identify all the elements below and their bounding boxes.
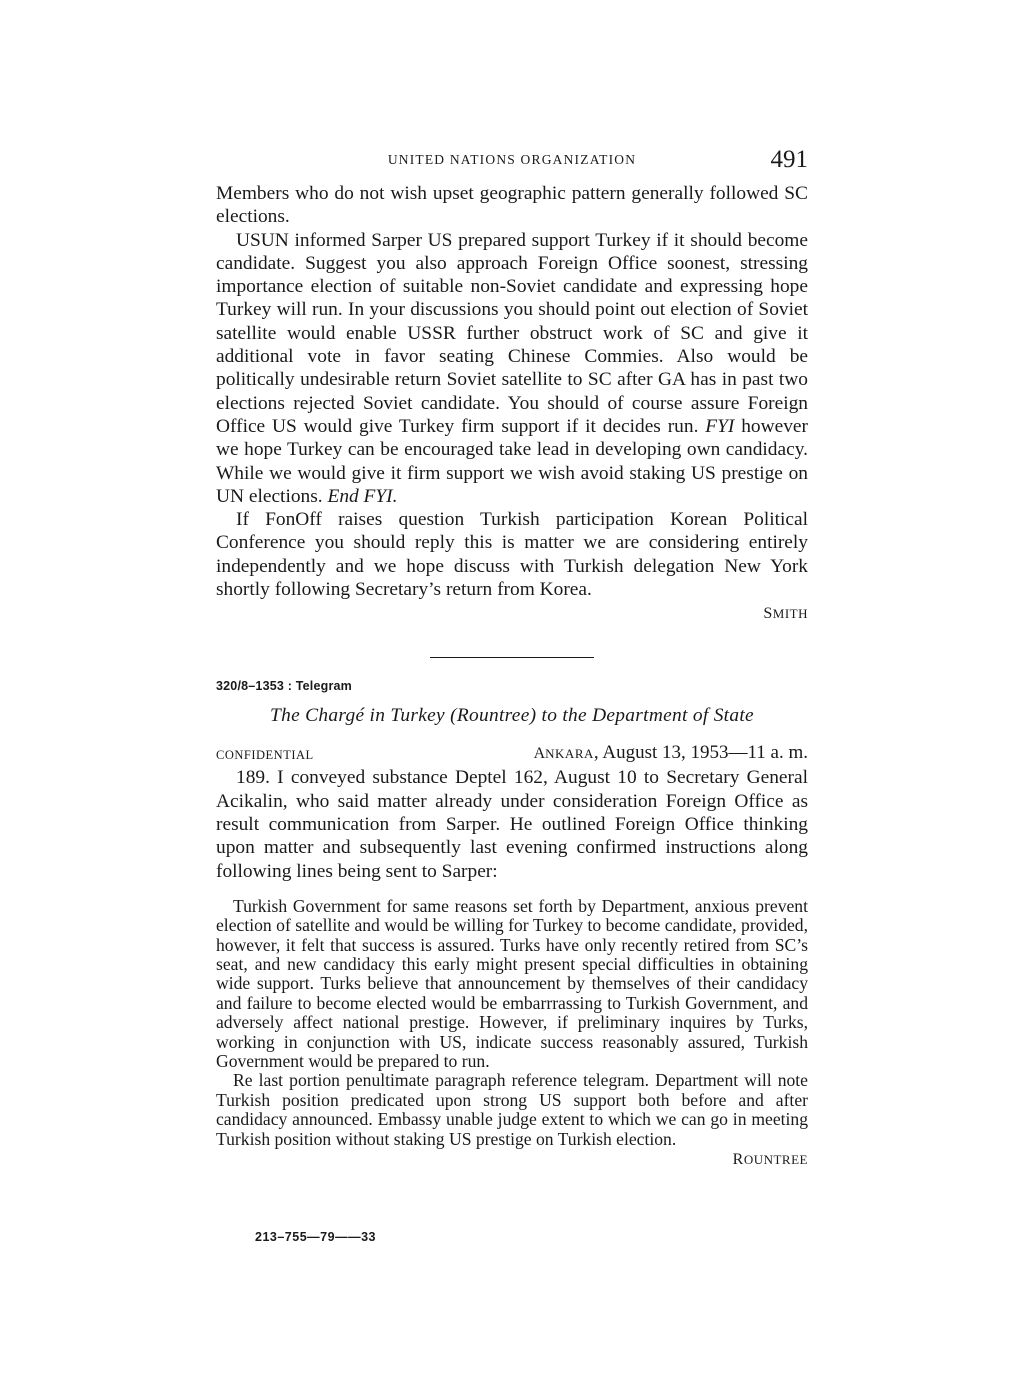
document-title: The Chargé in Turkey (Rountree) to the Department of State xyxy=(270,705,754,727)
paragraph-text: USUN informed Sarper US prepared support Turkey if it should become candidate. Suggest you also approach Foreign Office soonest, stressing importance election of suitable non-Soviet candidate and expressing hope Turkey will run. In your discussions you should point out election of Soviet satellite would enable USSR further obstruct work of SC and give it additional vote in favor seating Chinese Commies. Also would be politically undesirable return Soviet satellite to SC after GA has in past two elections rejected Soviet candidate. You should of course assure Foreign Office US would give Turkey firm support if it decides run. xyxy=(216,229,808,437)
running-title: UNITED NATIONS ORGANIZATION xyxy=(387,152,637,167)
classification-label: CONFIDENTIAL xyxy=(216,748,314,763)
paragraph-korean-conference: If FonOff raises question Turkish participation Korean Political Conference you should reply this is matter we are considering entirely independently and we hope discuss with Turkish delegation New York shortly following Secretary’s return from Korea. xyxy=(216,509,808,601)
page-number: 491 xyxy=(770,146,808,173)
paragraph-text: however we hope Turkey can be encouraged take lead in developing own candidacy. While we would give it firm support we wish avoid staking US prestige on UN elections. xyxy=(216,415,808,507)
signature-smith: SMITH xyxy=(763,605,808,623)
paragraph-usun-instructions xyxy=(216,229,808,509)
running-head xyxy=(216,146,808,182)
file-reference: 320/8–1353 : Telegram xyxy=(216,679,352,694)
paragraph-intro: 189. I conveyed substance Deptel 162, August 10 to Secretary General Acikalin, who said matter already under consideration Foreign Office as result communication from Sarper. He outlined Foreign Office thinking upon matter and subsequently last evening confirmed instructions along following lines being sent to Sarper: xyxy=(216,767,808,882)
paragraph-continued: Members who do not wish upset geographic pattern generally followed SC elections. xyxy=(216,183,808,228)
telegram-rountree xyxy=(216,679,808,1169)
section-divider xyxy=(430,657,594,658)
fyi-marker: FYI xyxy=(705,415,735,437)
place-and-date: ANKARA, August 13, 1953—11 a. m. xyxy=(533,742,808,764)
signature-rountree: ROUNTREE xyxy=(732,1151,808,1169)
print-reference: 213–755—79——33 xyxy=(255,1230,376,1244)
telegram-continuation xyxy=(216,182,808,623)
quoted-paragraph: Turkish Government for same reasons set forth by Department, anxious prevent election of satellite and would be willing for Turkey to become candidate, provided, however, it felt that success is assured. Turks have only recently retired from SC’s seat, and new candidacy this early might present special difficulties in obtaining wide support. Turks believe that announcement by themselves of their candidacy and failure to become elected would be embarrrassing to Turkish Government, and adversely affect national prestige. However, if preliminary inquires by Turks, working in conjunction with US, indicate success reasonably assured, Turkish Government would be prepared to run. xyxy=(216,895,808,1072)
quoted-instructions xyxy=(216,897,808,1072)
paragraph-closing: Re last portion penultimate paragraph reference telegram. Department will note Turkish position predicated upon strong US support both before and after candidacy announced. Embassy unable judge extent to which we can go in meeting Turkish position without staking US prestige on Turkish election. xyxy=(216,1070,808,1149)
dateline xyxy=(216,742,808,766)
end-fyi-marker: End FYI. xyxy=(327,485,398,507)
book-page xyxy=(216,146,808,1169)
